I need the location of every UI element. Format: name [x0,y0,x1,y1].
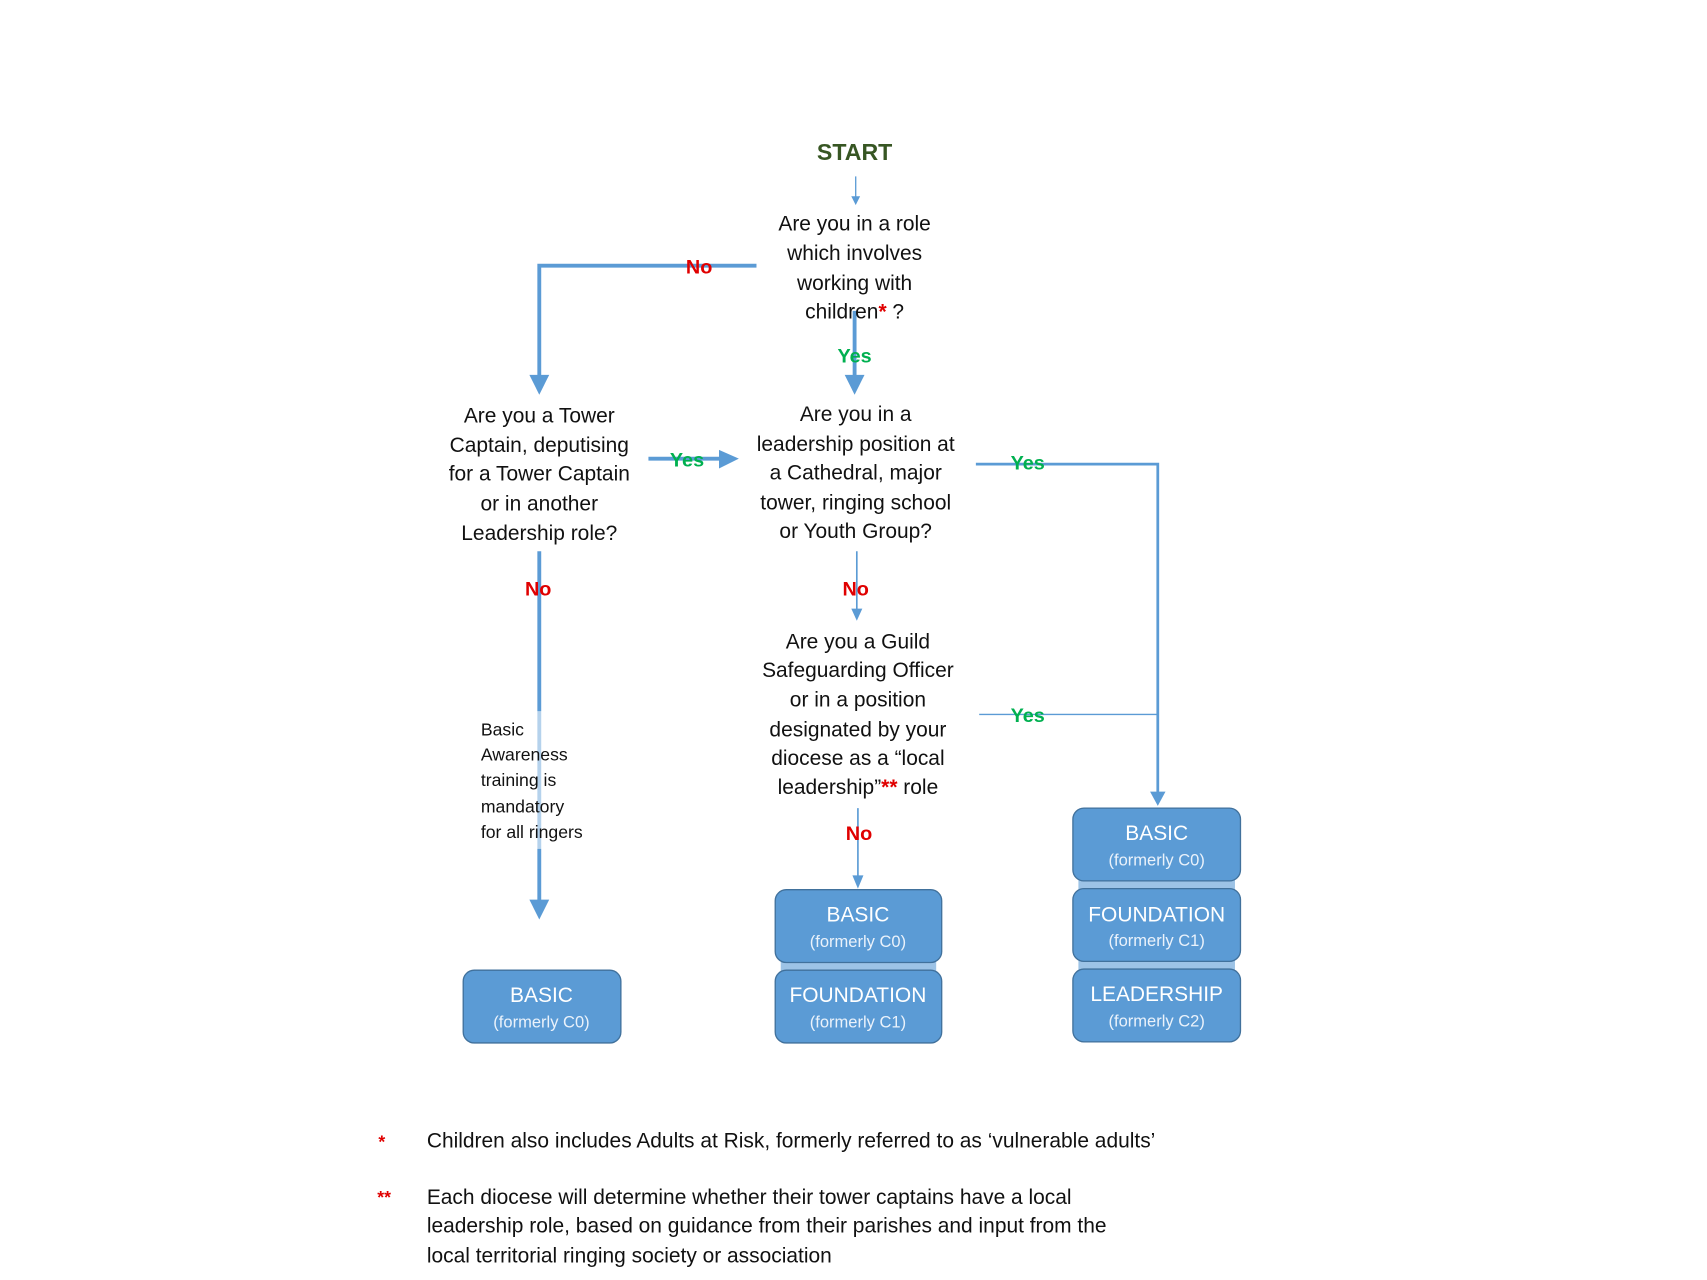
no-label: No [524,578,552,601]
svg-text:leadership role, based on guid: leadership role, based on guidance from their parishes and input from the [426,1214,1107,1238]
svg-text:Are you a Tower: Are you a Tower [463,404,615,428]
svg-text:**: ** [377,1186,391,1207]
arrowhead [851,196,860,205]
svg-text:Are you a Guild: Are you a Guild [785,630,931,654]
svg-text:working with: working with [797,271,913,295]
svg-text:or in another: or in another [480,492,599,516]
svg-text:*: * [378,1131,386,1152]
arrowhead [529,900,549,920]
svg-text:or in a position: or in a position [789,688,927,712]
svg-text:Basic: Basic [480,719,524,740]
svg-text:Are you in a: Are you in a [799,403,912,427]
svg-text:leadership position at: leadership position at [756,432,955,456]
svg-text:for a Tower Captain: for a Tower Captain [448,462,630,486]
svg-text:Are you in a role: Are you in a role [778,212,931,236]
start-label: START [816,138,893,165]
arrowhead [1150,792,1165,806]
svg-text:FOUNDATION: FOUNDATION [1088,903,1226,927]
arrowhead [529,375,549,395]
arrowhead [845,375,865,395]
svg-text:(formerly C2): (formerly C2) [1108,1011,1205,1031]
svg-text:BASIC: BASIC [510,984,573,1008]
svg-text:which involves: which involves [787,242,923,266]
arrowhead [719,450,739,469]
question-safeguarding-officer [762,630,954,799]
question-tower-captain [449,404,630,545]
svg-text:Each diocese will determine wh: Each diocese will determine whether their tower captains have a local [426,1185,1072,1209]
outcome-basic-box [463,970,621,1043]
svg-text:(formerly C1): (formerly C1) [1108,930,1205,950]
outcome-basic-foundation-stack [775,890,941,1043]
svg-text:diocese as a “local: diocese as a “local [771,747,945,771]
question-leadership-position [757,403,955,543]
svg-text:for all ringers: for all ringers [480,821,583,842]
yes-label: Yes [1010,452,1045,475]
no-label: No [845,823,873,846]
svg-text:Children also includes Adults: Children also includes Adults at Risk, formerly referred to as ‘vulnerable adults’ [426,1129,1156,1153]
svg-text:designated by your: designated by your [769,718,947,742]
no-label: No [842,578,869,601]
svg-text:children* ?: children* ? [805,300,905,324]
yes-label: Yes [837,345,872,368]
svg-text:(formerly C0): (formerly C0) [809,932,907,952]
svg-text:LEADERSHIP: LEADERSHIP [1090,983,1224,1007]
svg-text:mandatory: mandatory [480,796,565,817]
svg-text:training is: training is [480,770,557,791]
yes-label: Yes [1010,705,1045,728]
arrowhead [851,609,862,621]
svg-text:BASIC: BASIC [1125,822,1189,846]
svg-text:Captain, deputising: Captain, deputising [449,434,629,458]
svg-text:leadership”** role: leadership”** role [777,775,939,799]
footnote-children [378,1130,1155,1153]
yes-label: Yes [669,449,705,472]
svg-text:(formerly C1): (formerly C1) [809,1012,907,1032]
svg-text:Leadership role?: Leadership role? [461,522,618,546]
svg-text:Safeguarding Officer: Safeguarding Officer [762,658,954,682]
svg-text:local territorial ringing soci: local territorial ringing society or association [426,1244,832,1268]
svg-text:tower, ringing school: tower, ringing school [760,491,952,515]
outcome-basic-foundation-leadership-stack [1073,808,1241,1042]
svg-text:(formerly C0): (formerly C0) [493,1012,590,1032]
footnote-local-leadership [377,1186,1106,1267]
svg-text:(formerly C0): (formerly C0) [1108,850,1205,870]
arrowhead [852,875,863,888]
svg-text:a Cathedral, major: a Cathedral, major [769,461,942,485]
svg-text:FOUNDATION: FOUNDATION [789,984,927,1008]
no-label: No [685,256,713,279]
question-working-with-children [778,212,930,323]
svg-text:BASIC: BASIC [826,903,890,927]
svg-text:Awareness: Awareness [480,744,568,765]
svg-text:or Youth Group?: or Youth Group? [779,520,932,544]
